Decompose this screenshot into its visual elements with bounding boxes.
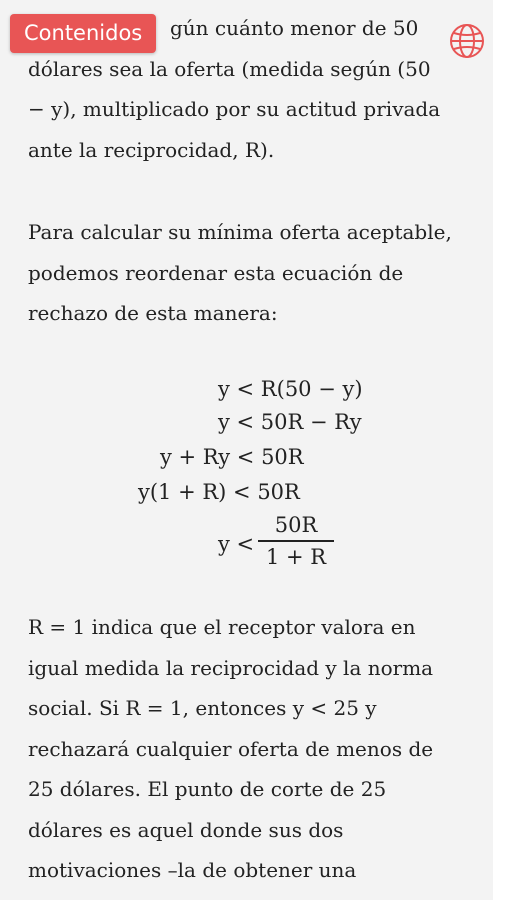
text-line: motivaciones –la de obtener una — [28, 858, 357, 882]
text-line: ante la reciprocidad, R). — [28, 137, 275, 162]
text-line: 25 dólares. El punto de corte de 25 — [28, 777, 387, 801]
paragraph-reciprocity — [28, 607, 478, 891]
globe-icon[interactable] — [448, 22, 486, 60]
text-line: R = 1 indica que el receptor valora en — [28, 615, 416, 639]
fraction-denominator: 1 + R — [265, 544, 327, 569]
contents-button[interactable]: Contenidos — [10, 14, 156, 53]
equation-3: y + Ry < 50R — [160, 445, 304, 469]
text-line: − y), multiplicado por su actitud privada — [28, 97, 441, 121]
text-line: rechazará cualquier oferta de menos de — [28, 736, 434, 761]
text-line: dólares es aquel donde sus dos — [28, 817, 344, 842]
equation-4: y(1 + R) < 50R — [138, 480, 300, 504]
equation-5-fraction — [258, 512, 334, 570]
text-line: igual medida la reciprocidad y la norma — [28, 655, 434, 680]
fraction-bar — [258, 540, 334, 542]
equation-2: y < 50R − Ry — [218, 410, 362, 434]
text-line: Para calcular su mínima oferta aceptable, — [28, 220, 452, 244]
equation-1: y < R(50 − y) — [218, 377, 363, 401]
text-line: social. Si R = 1, entonces y < 25 y — [28, 696, 377, 720]
text-line: rechazo de esta manera: — [28, 301, 278, 325]
paragraph-min-offer — [28, 212, 478, 334]
equation-5-lhs: y < — [218, 532, 255, 556]
fraction-numerator: 50R — [274, 513, 318, 537]
text-line: dólares sea la oferta (medida según (50 — [28, 56, 431, 81]
text-line: podemos reordenar esta ecuación de — [28, 260, 404, 285]
text-line: gún cuánto menor de 50 — [170, 16, 419, 40]
